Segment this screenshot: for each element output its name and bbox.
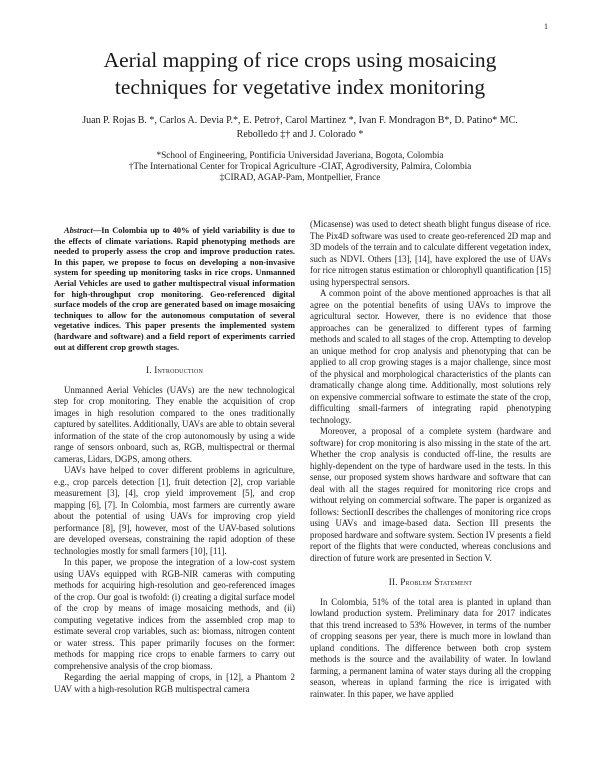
paragraph: (Micasense) was used to detect sheath blight fungus disease of rice. The Pix4D software was used to create geo-referenced 2D map and 3D models of the terrain and to calculate different vegetation index, such as NDVI. Others [13], [14], have explored the use of UAVs for rice nitrogen status estimation or chlorophyll quantification [15] using hyperspectral sensors.	[310, 219, 551, 287]
affiliation: †The International Center for Tropical Agriculture -CIAT, Agrodiversity, Palmira, Colombia	[128, 162, 472, 173]
paragraph: Moreover, a proposal of a complete system (hardware and software) for crop monitoring is also missing in the state of the art. Whether the crop analysis is conducted off-line, the results are highly-dependent on the type of hardware used in the tests. In this sense, our proposed system shows hardware and software that can deal with all the stages required for monitoring rice crops and without relying on commercial software. The paper is organized as follows: SectionII describes the challenges of monitoring rice crops using UAVs and image-based data. Section III presents the proposed hardware and software system. Section IV presents a field report of the flights that were conducted, whereas conclusions and direction of future work are presented in Section V.	[310, 426, 551, 563]
abstract-label: Abstract	[64, 226, 93, 235]
paragraph: In Colombia, 51% of the total area is planted in upland than lowland production system. Preliminary data for 2017 indicates that this trend increased to 53% However, in terms of the number of cropping seasons per year, there is much more in lowland than upland conditions. The difference between both crop system methods is the source and the availability of water. In lowland farming, a permanent lamina of water stays during all the cropping season, whereas in upland farming the rice is irrigated with rainwater. In this paper, we have applied	[310, 596, 551, 699]
affiliations	[60, 151, 540, 185]
affiliation: ‡CIRAD, AGAP-Pam, Montpellier, France	[219, 173, 381, 184]
affiliation: *School of Engineering, Pontificia Universidad Javeriana, Bogota, Colombia	[156, 151, 444, 161]
abstract-text: —In Colombia up to 40% of yield variability is due to the effects of climate variations. Rapid phenotyping methods are needed to properly assess the crop and improve production rates. In this paper, we propose to focus on developing a non-invasive system for speeding up monitoring tasks in rice crops. Unmanned Aerial Vehicles are used to gather multispectral visual information for high-throughput crop monitoring. Geo-referenced digital surface models of the crop are generated based on image mosaicing techniques to allow for the autonomous computation of several vegetative indices. This paper presents the implemented system (hardware and software) and a field report of experiments carried out at different crop growth stages.	[54, 226, 295, 352]
authors-line: Juan P. Rojas B. *, Carlos A. Devia P.*, E. Petro†, Carol Martinez *, Ivan F. Mondragon B*, D. Patino* MC.	[82, 115, 518, 126]
section-heading-introduction: I. Introduction	[145, 365, 204, 376]
paper-title: Aerial mapping of rice crops using mosaicing techniques for vegetative index monitoring	[103, 48, 497, 99]
authors-line: Rebolledo ‡† and J. Colorado *	[236, 129, 364, 140]
paragraph: Unmanned Aerial Vehicles (UAVs) are the new technological step for crop monitoring. They enable the acquisition of crop images in high resolution compared to the ones traditionally captured by satellites. Additionally, UAVs are able to obtain several information of the state of the crop autonomously by using a wide range of sensors onboard, such as, RGB, multispectral or thermal cameras, Lidars, DGPS, among others.	[54, 384, 295, 464]
right-column	[310, 219, 551, 700]
paragraph: Regarding the aerial mapping of crops, in [12], a Phantom 2 UAV with a high-resolution RGB multispectral camera	[54, 672, 295, 694]
abstract	[54, 226, 295, 353]
author-list	[60, 114, 540, 142]
left-column	[54, 226, 295, 695]
paragraph: UAVs have helped to cover different problems in agriculture, e.g., crop parcels detection [1], fruit detection [2], crop variable measurement [3], [4], crop yield improvement [5], and crop mapping [6], [7]. In Colombia, most farmers are currently aware about the potential of using UAVs for improving crop yield performance [8], [9], however, most of the UAV-based solutions are developed overseas, constraining the rapid adoption of these technologies mostly for small farmers [10], [11].	[54, 465, 295, 556]
paragraph: In this paper, we propose the integration of a low-cost system using UAVs equipped with RGB-NIR cameras with computing methods for acquiring high-resolution and geo-referenced images of the crop. Our goal is twofold: (i) creating a digital surface model of the crop by means of image mosaicing methods, and (ii) computing vegetative indices from the assembled crop map to estimate several crop variables, such as: biomass, nitrogen content or water stress. This paper primarily focuses on the former: methods for mapping rice crops to enable farmers to carry out comprehensive analysis of the crop biomass.	[54, 557, 295, 671]
section-heading-problem-statement: II. Problem Statement	[388, 577, 473, 587]
page-number: 1	[544, 22, 548, 31]
paragraph: A common point of the above mentioned approaches is that all agree on the potential benefits of using UAVs to improve the agricultural sector. However, there is no evidence that those approaches can be generalized to different types of farming methods and scaled to all stages of the crop. Attempting to develop an unique method for crop analysis and phenotyping that can be applied to all crop growing stages is a major challenge, since most of the physical and morphological characteristics of the plants can dramatically change along time. Additionally, most solutions rely on expensive commercial software to estimate the state of the crop, difficulting small-farmers of integrating rapid phenotyping technology.	[310, 288, 551, 425]
